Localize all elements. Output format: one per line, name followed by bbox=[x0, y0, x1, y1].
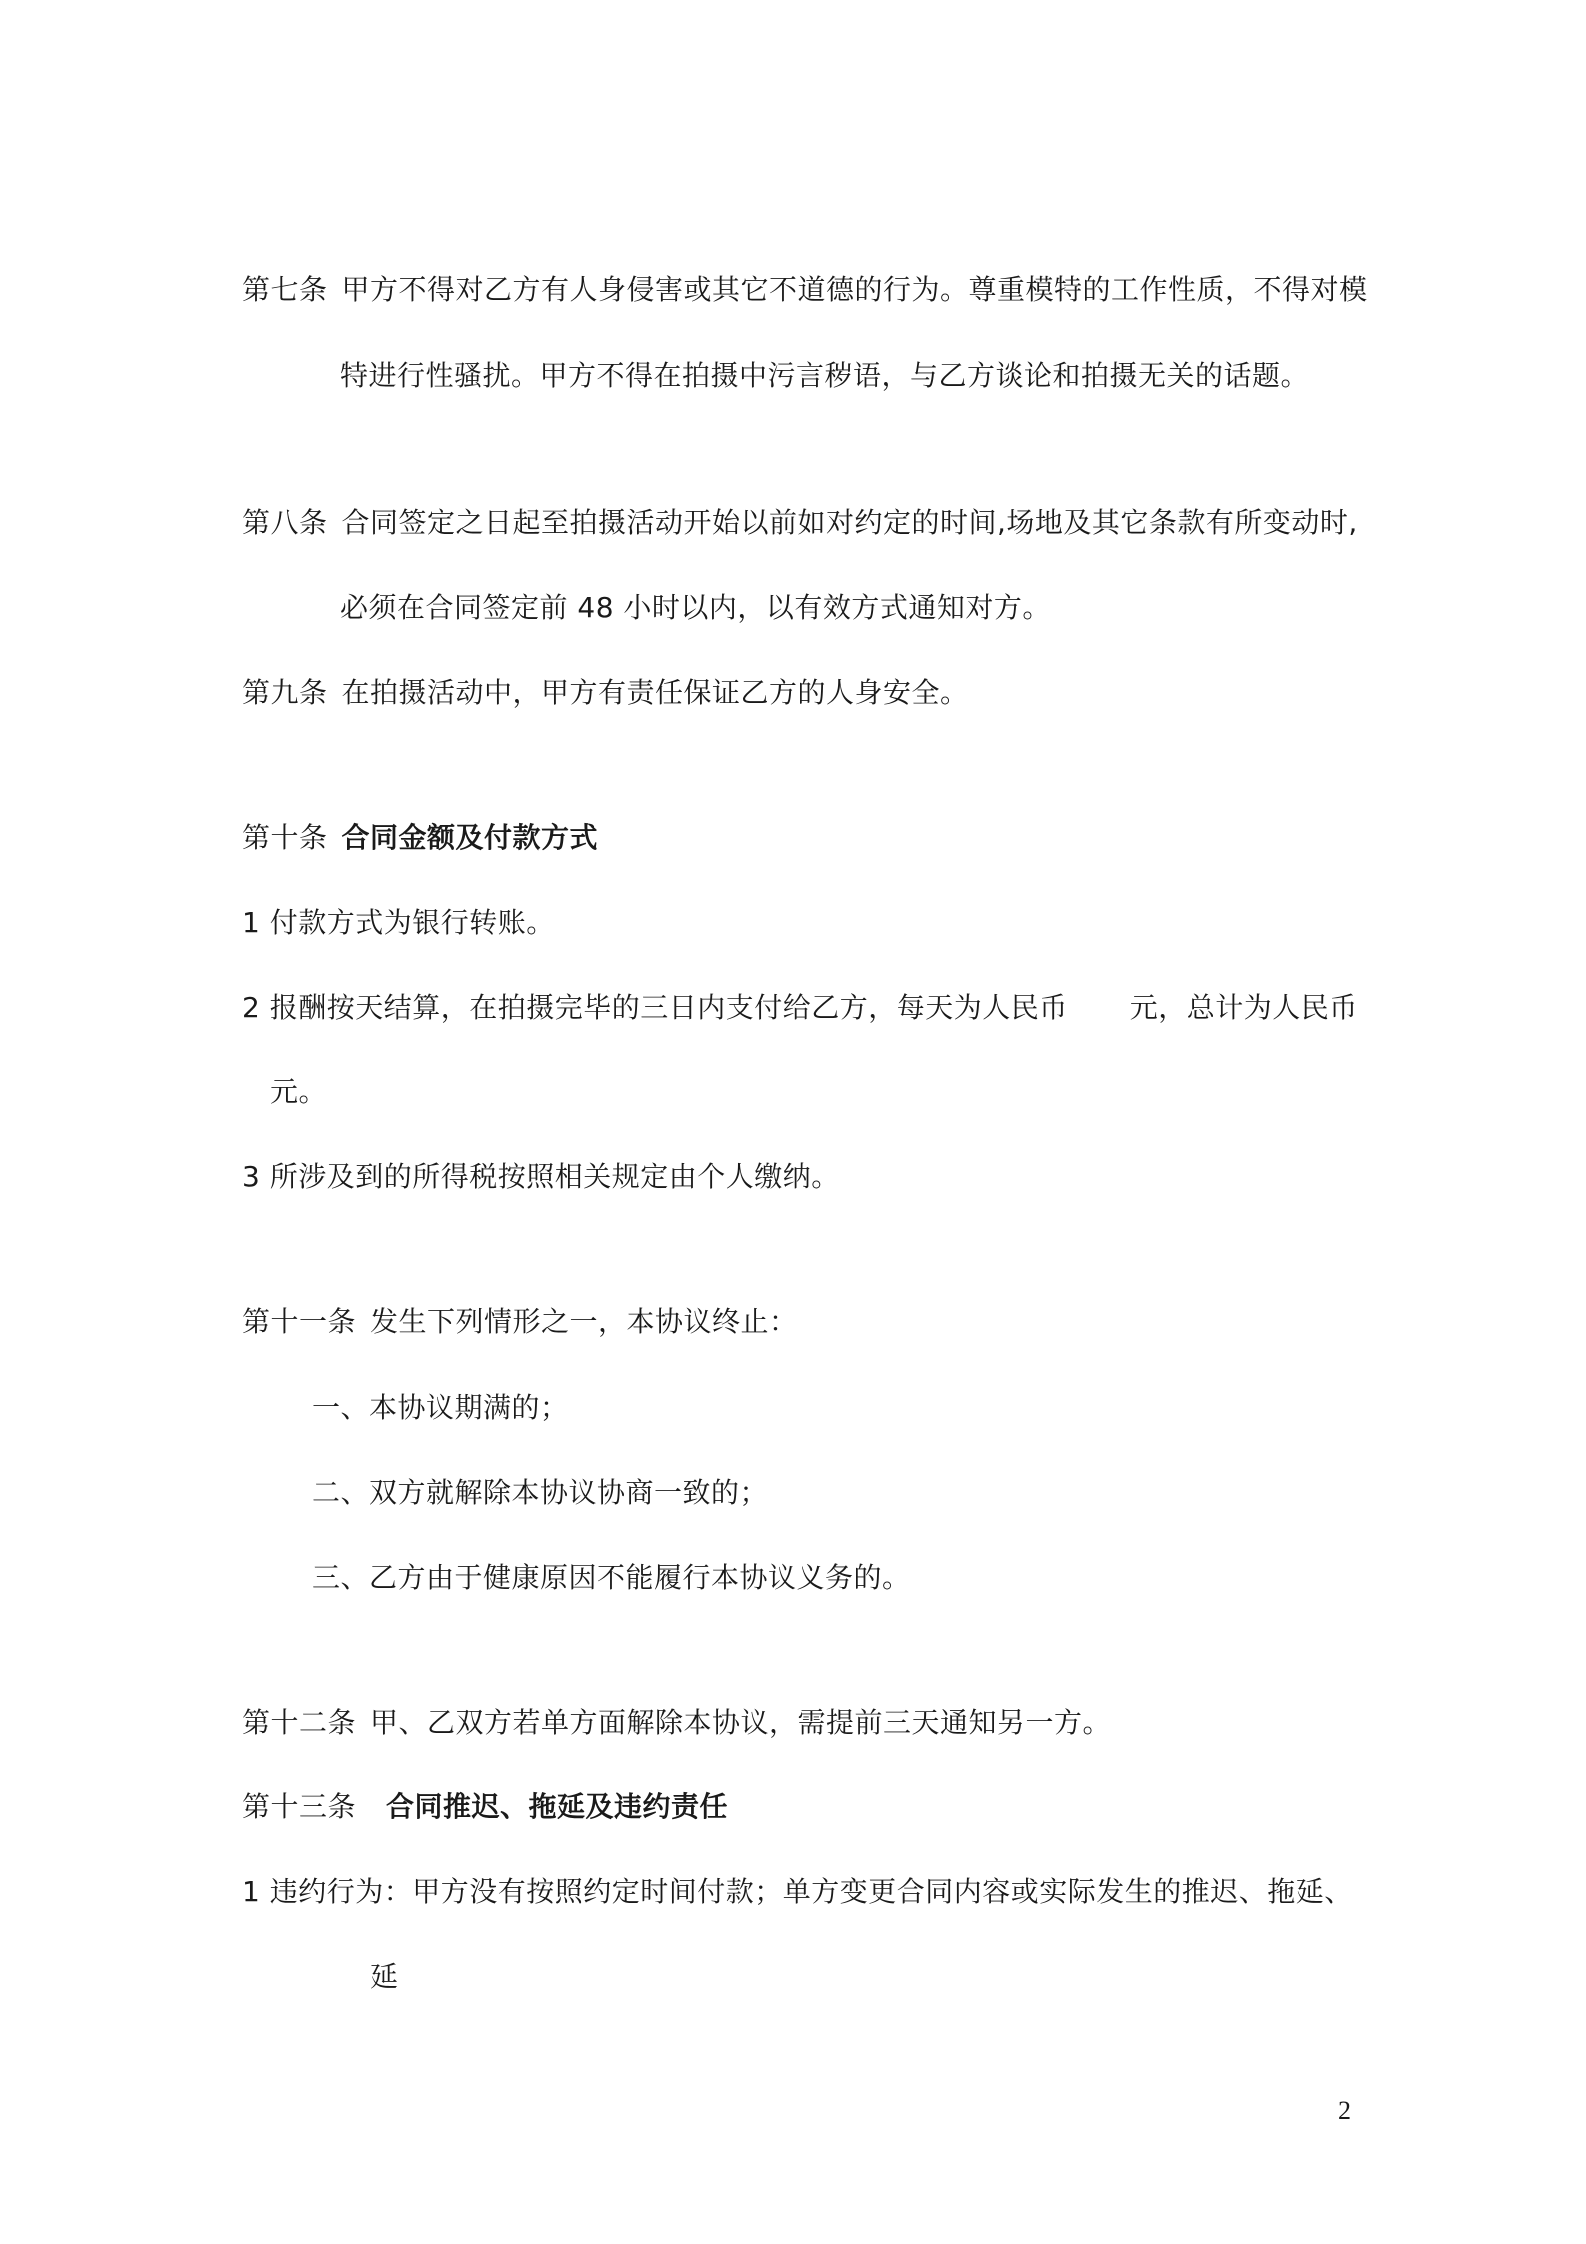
article-10-item-1: 1 付款方式为银行转账。 bbox=[242, 906, 555, 939]
article-11-label: 第十一条 bbox=[242, 1305, 357, 1338]
article-10-title: 合同金额及付款方式 bbox=[341, 821, 599, 854]
article-9-text: 在拍摄活动中，甲方有责任保证乙方的人身安全。 bbox=[341, 676, 969, 709]
article-13-label: 第十三条 bbox=[242, 1790, 357, 1823]
article-11-item-3: 三、乙方由于健康原因不能履行本协议义务的。 bbox=[312, 1561, 911, 1594]
article-10-item-2-text: 2 报酬按天结算，在拍摄完毕的三日内支付给乙方，每天为人民币 bbox=[242, 991, 1068, 1024]
article-8-label: 第八条 bbox=[242, 506, 328, 539]
article-11-heading bbox=[242, 1302, 798, 1342]
article-8-line-1 bbox=[242, 503, 1358, 543]
article-12-text: 甲、乙双方若单方面解除本协议，需提前三天通知另一方。 bbox=[370, 1706, 1112, 1739]
page-number: 2 bbox=[1338, 2096, 1351, 2125]
article-11-item-1: 一、本协议期满的； bbox=[312, 1391, 569, 1424]
article-10-item-3: 3 所涉及到的所得税按照相关规定由个人缴纳。 bbox=[242, 1160, 840, 1193]
article-7-line-2: 特进行性骚扰。甲方不得在拍摄中污言秽语，与乙方谈论和拍摄无关的话题。 bbox=[340, 359, 1310, 392]
article-10-label: 第十条 bbox=[242, 821, 328, 854]
article-10-item-2 bbox=[242, 988, 1358, 1028]
article-10-item-2-cont: 元。 bbox=[270, 1075, 328, 1108]
article-13-heading bbox=[242, 1787, 728, 1827]
article-13-item-1-cont: 延 bbox=[370, 1960, 399, 1993]
article-8-line-2: 必须在合同签定前 48 小时以内，以有效方式通知对方。 bbox=[340, 591, 1051, 624]
article-10-heading bbox=[242, 818, 598, 858]
article-13-title: 合同推迟、拖延及违约责任 bbox=[386, 1790, 729, 1823]
article-9-line-1 bbox=[242, 673, 969, 713]
article-7-text: 甲方不得对乙方有人身侵害或其它不道德的行为。尊重模特的工作性质，不得对模 bbox=[341, 273, 1368, 306]
article-12-label: 第十二条 bbox=[242, 1706, 357, 1739]
article-10-item-2-total: 元，总计为人民币 bbox=[1129, 991, 1358, 1024]
article-8-text: 合同签定之日起至拍摄活动开始以前如对约定的时间,场地及其它条款有所变动时, bbox=[341, 506, 1358, 539]
article-11-intro: 发生下列情形之一，本协议终止： bbox=[370, 1305, 798, 1338]
article-13-item-1: 1 违约行为：甲方没有按照约定时间付款；单方变更合同内容或实际发生的推迟、拖延、 bbox=[242, 1875, 1353, 1908]
article-7-label: 第七条 bbox=[242, 273, 328, 306]
article-9-label: 第九条 bbox=[242, 676, 328, 709]
article-7-line-1 bbox=[242, 270, 1368, 310]
article-12 bbox=[242, 1703, 1111, 1743]
article-11-item-2: 二、双方就解除本协议协商一致的； bbox=[312, 1476, 769, 1509]
